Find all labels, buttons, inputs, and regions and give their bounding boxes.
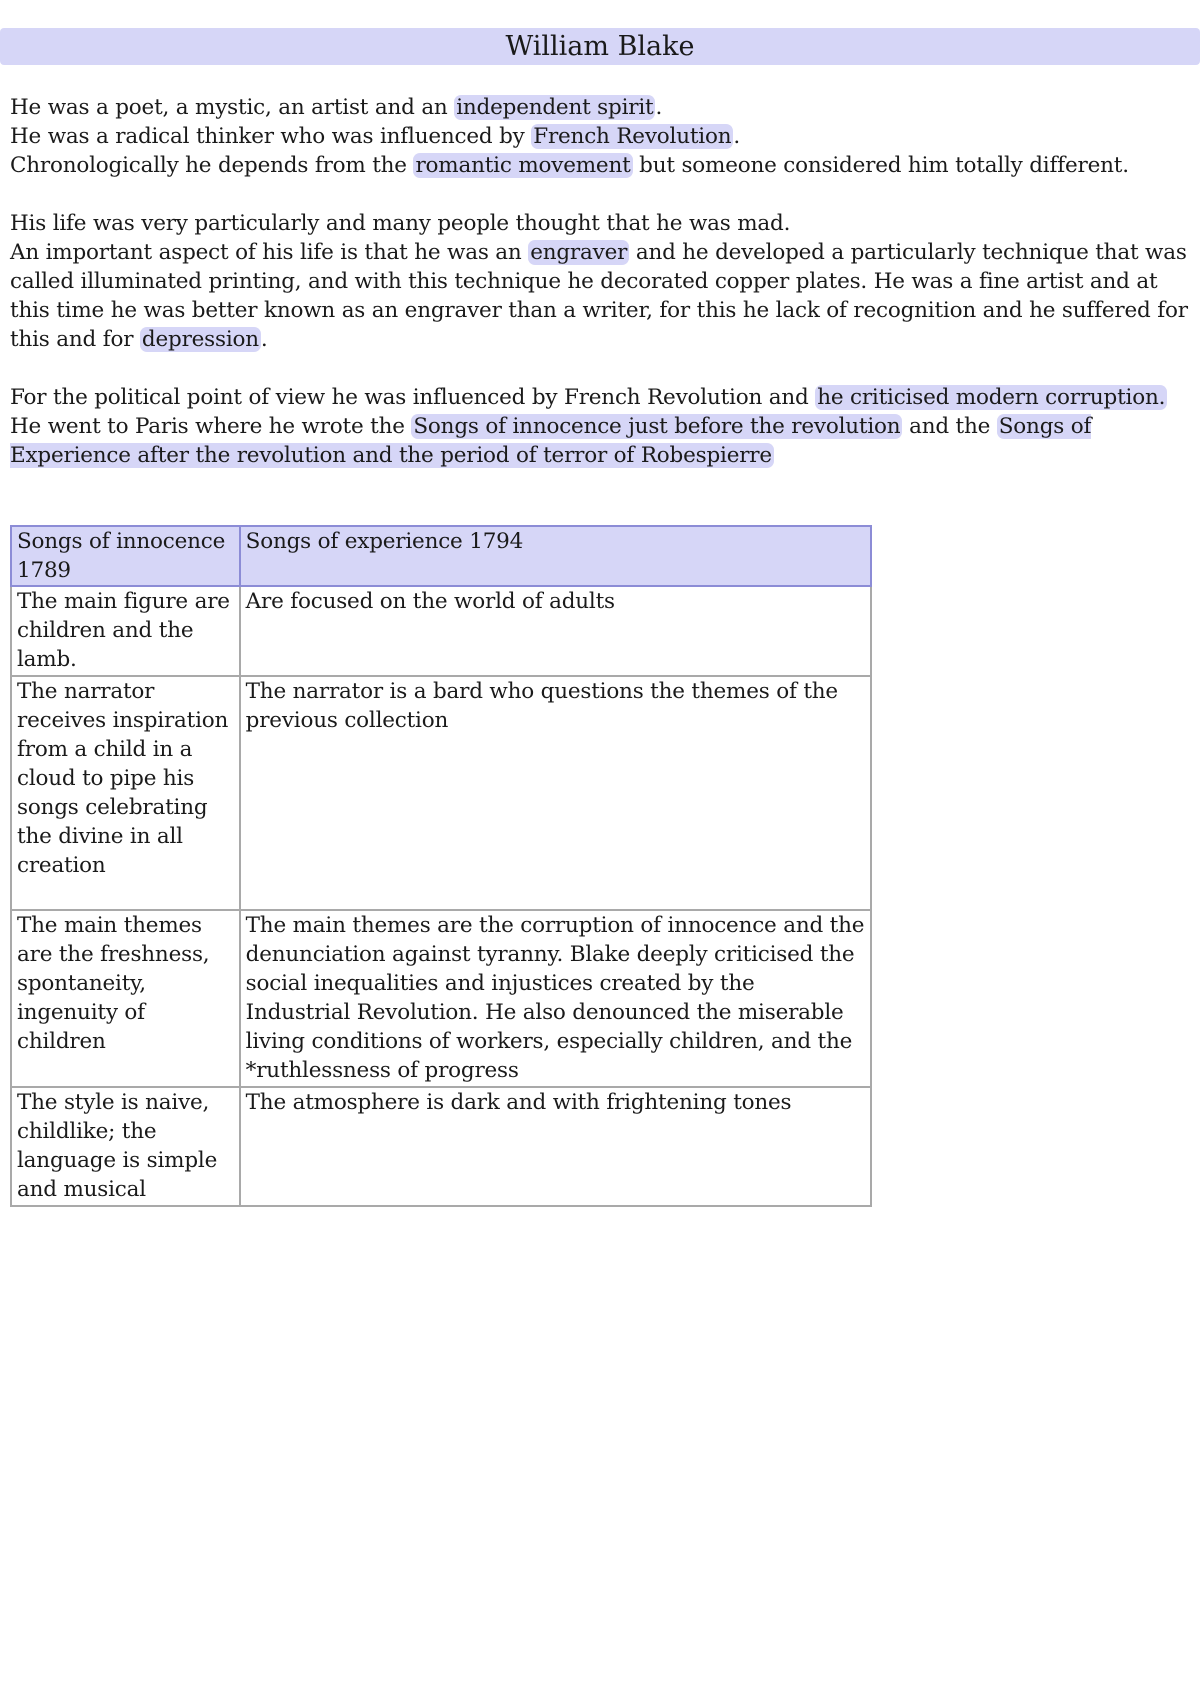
text-run: . <box>733 124 740 149</box>
table-cell: The narrator is a bard who questions the themes of the previous collection <box>240 676 871 910</box>
table-cell: The main themes are the corruption of innocence and the denunciation against tyranny. Blake deeply criticised the social inequalities and injustices created by the Industrial Revolution. He also denounced the miserable living conditions of workers, especially children, and the *ruthlessness of progress <box>240 910 871 1087</box>
paragraph <box>10 412 1190 470</box>
paragraph <box>10 93 1190 122</box>
table-header-cell: Songs of innocence 1789 <box>11 526 240 586</box>
text-run: but someone considered him totally different. <box>632 153 1129 178</box>
paragraph <box>10 209 1190 238</box>
page-title: William Blake <box>0 28 1200 65</box>
table-row <box>11 1087 871 1206</box>
table-row <box>11 910 871 1087</box>
text-run: and he developed a particularly technique that was called illuminated printing, and with this technique he decorated copper plates. He was a fine artist and at this time he was better known as an engraver than a writer, for this he lack of recognition and he suffered for this and for <box>10 240 1188 352</box>
highlighted-text: Songs of Experience after the revolution and the period of terror of Robespierre <box>10 414 1092 468</box>
text-run: Chronologically he depends from the <box>10 153 414 178</box>
paragraph <box>10 122 1190 151</box>
text-run: His life was very particularly and many people thought that he was mad. <box>10 211 791 236</box>
table-cell: The atmosphere is dark and with frightening tones <box>240 1087 871 1206</box>
paragraph-gap <box>10 180 1190 209</box>
table-cell: The main figure are children and the lamb. <box>11 586 240 676</box>
table-cell: The style is naive, childlike; the language is simple and musical <box>11 1087 240 1206</box>
table-header-row <box>11 526 871 586</box>
highlighted-text: he criticised modern corruption. <box>817 385 1166 410</box>
table-row <box>11 676 871 910</box>
text-run: . <box>655 95 663 120</box>
paragraph <box>10 383 1190 412</box>
comparison-table <box>10 525 872 1207</box>
highlighted-text: depression <box>141 327 259 352</box>
text-run: and the <box>902 414 997 439</box>
text-run: He went to Paris where he wrote the <box>10 414 412 439</box>
paragraph <box>10 238 1190 354</box>
highlighted-text: independent spirit <box>456 95 654 120</box>
table-cell: Are focused on the world of adults <box>240 586 871 676</box>
text-run: . <box>260 327 268 352</box>
highlighted-text: romantic movement <box>415 153 631 178</box>
text-run: An important aspect of his life is that he was an <box>10 240 529 265</box>
table-cell: The main themes are the freshness, spontaneity, ingenuity of children <box>11 910 240 1087</box>
table-header-cell: Songs of experience 1794 <box>240 526 871 586</box>
text-run: He was a radical thinker who was influenced by <box>10 124 532 149</box>
highlighted-text: engraver <box>530 240 628 265</box>
body-text <box>10 93 1190 470</box>
highlighted-text: Songs of innocence just before the revolution <box>413 414 901 439</box>
text-run: For the political point of view he was influenced by French Revolution and <box>10 385 816 410</box>
text-run: He was a poet, a mystic, an artist and an <box>10 95 455 120</box>
paragraph-gap <box>10 354 1190 383</box>
table-row <box>11 586 871 676</box>
table-cell: The narrator receives inspiration from a child in a cloud to pipe his songs celebrating the divine in all creation <box>11 676 240 910</box>
paragraph <box>10 151 1190 180</box>
highlighted-text: French Revolution <box>533 124 732 149</box>
